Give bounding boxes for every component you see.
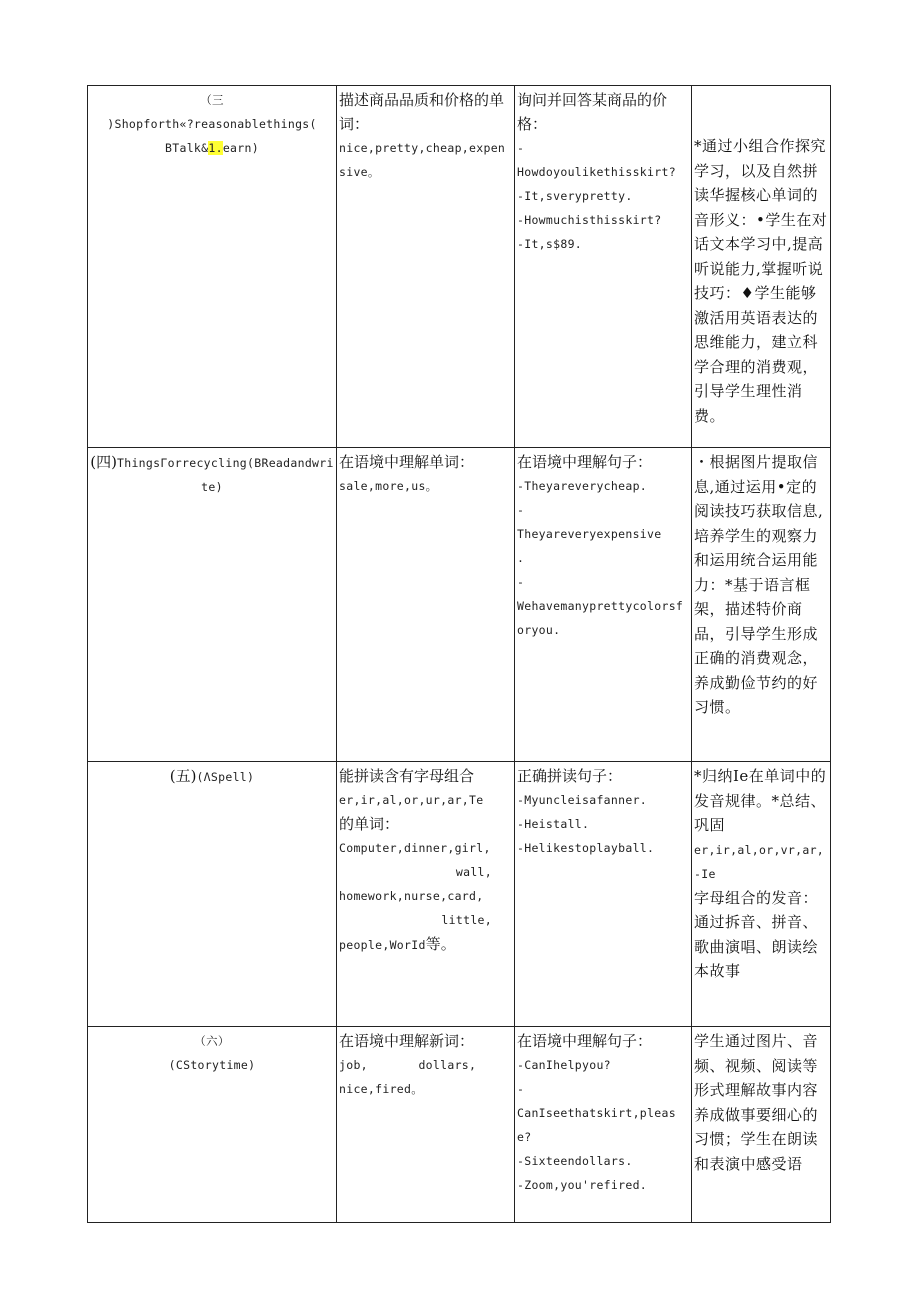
words-cell: [337, 762, 515, 1027]
section-title-line: )Shopforth«?reasonablethings(: [107, 117, 317, 131]
words-cell: [337, 448, 515, 762]
section-title-line: （三: [200, 93, 224, 107]
words-list: people,WorId: [339, 938, 426, 952]
section-cell: [88, 1027, 337, 1223]
section-cell: [88, 448, 337, 762]
sentence-line: -Howmuchisthisskirt?: [517, 213, 662, 227]
objectives-cell: [692, 86, 831, 448]
words-list: job, dollars,: [339, 1058, 477, 1072]
sentence-line: -: [517, 1082, 525, 1096]
objectives-cell: [692, 448, 831, 762]
objectives-text: 字母组合的发音：通过拆音、拼音、歌曲演唱、朗读绘本故事: [694, 888, 819, 980]
sentence-line: -Helikestoplayball.: [517, 841, 655, 855]
words-list: homework,nurse,card,: [339, 889, 484, 903]
sentence-line: -Sixteendollars.: [517, 1154, 633, 1168]
sentence-line: CanIseethatskirt,please?: [517, 1106, 676, 1144]
section-number: (五): [169, 767, 197, 785]
words-list: Computer,dinner,girl,: [339, 841, 491, 855]
sentence-line: Theyareveryexpensive: [517, 527, 662, 541]
words-list: nice,fired。: [339, 1082, 424, 1096]
sentences-title: 询问并回答某商品的价格：: [517, 91, 668, 133]
sentence-line: -: [517, 503, 525, 517]
sentences-cell: [515, 762, 692, 1027]
sentence-line: -It,s$89.: [517, 237, 583, 251]
sentence-line: -: [517, 575, 525, 589]
sentences-title: 正确拼读句子：: [517, 767, 623, 785]
words-tail: 等。: [425, 935, 456, 953]
words-list: wall,: [455, 865, 492, 879]
sentences-cell: [515, 1027, 692, 1223]
words-cell: [337, 1027, 515, 1223]
section-title: ThingsΓorrecycling(BReadandwrite): [117, 456, 334, 494]
section-number: (四): [90, 453, 117, 471]
table-row: [88, 1027, 831, 1223]
objectives-text: 学生通过图片、音频、视频、阅读等形式理解故事内容养成做事要细心的习惯；学生在朗读和表演中感受语: [694, 1032, 819, 1173]
objectives-cell: [692, 1027, 831, 1223]
words-letters: er,ir,al,or,ur,ar,Te: [339, 793, 484, 807]
words-cell: [337, 86, 515, 448]
sentence-line: -CanIhelpyou?: [517, 1058, 611, 1072]
sentences-title: 在语境中理解句子：: [517, 453, 653, 471]
lesson-table: [87, 85, 831, 1223]
section-title-line: （六）: [194, 1034, 230, 1048]
words-list: sale,more,us。: [339, 479, 438, 493]
sentences-cell: [515, 86, 692, 448]
highlighted-text: 1.: [208, 141, 223, 155]
sentence-line: -Theyareverycheap.: [517, 479, 648, 493]
words-title: 在语境中理解新词：: [339, 1032, 475, 1050]
words-title: 在语境中理解单词：: [339, 453, 475, 471]
words-title: 的单词：: [339, 815, 400, 833]
objectives-text: ・根据图片提取信息,通过运用•定的阅读技巧获取信息,培养学生的观察力和运用统合运用能力：*基于语言框架，描述特价商品，引导学生形成正确的消费观念，养成勤俭节约的好习惯。: [694, 453, 824, 716]
section-cell: [88, 762, 337, 1027]
sentence-line: -: [517, 141, 525, 155]
section-title: (ΛSpell): [196, 770, 255, 784]
sentence-line: Wehavemanyprettycolorsforyou.: [517, 599, 684, 637]
sentence-line: -Heistall.: [517, 817, 590, 831]
words-list: nice,pretty,cheap,expensive。: [339, 141, 506, 179]
sentence-line: -It,sverypretty.: [517, 189, 633, 203]
objectives-text: *通过小组合作探究学习，以及自然拼读华握核心单词的音形义：•学生在对话文本学习中,提高听说能力,掌握听说技巧：♦学生能够激活用英语表达的思维能力，建立科学合理的消费观，引导学生理性消费。: [694, 137, 828, 425]
section-title-line: (CStorytime): [168, 1058, 256, 1072]
words-title: 描述商品品质和价格的单词：: [339, 91, 505, 133]
sentence-line: -Zoom,you'refired.: [517, 1178, 648, 1192]
sentence-line: -Myuncleisafanner.: [517, 793, 648, 807]
objectives-cell: [692, 762, 831, 1027]
table-row: [88, 86, 831, 448]
section-title-line: BTalk&1.earn): [165, 141, 259, 155]
section-cell: [88, 86, 337, 448]
sentence-line: .: [517, 551, 525, 565]
words-list: little,: [441, 913, 492, 927]
sentences-cell: [515, 448, 692, 762]
objectives-text: *归纳Ie在单词中的发音规律。*总结、巩固: [694, 767, 827, 834]
table-row: [88, 762, 831, 1027]
table-row: [88, 448, 831, 762]
objectives-letters: er,ir,al,or,vr,ar,-Ie: [694, 842, 825, 881]
sentences-title: 在语境中理解句子：: [517, 1032, 653, 1050]
words-title: 能拼读含有字母组合: [339, 767, 475, 785]
sentence-line: Howdoyoulikethisskirt?: [517, 165, 676, 179]
